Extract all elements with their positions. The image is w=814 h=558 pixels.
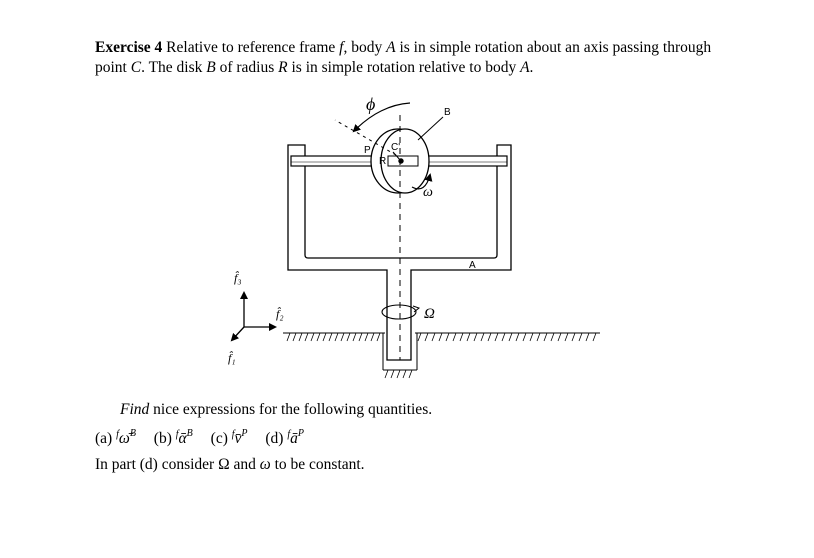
part-b [154,430,193,447]
find-lead: Find [120,401,150,418]
exercise-text: . The disk [141,59,207,76]
part-label: (c) [210,430,228,447]
p-label: P [364,145,371,156]
part-a [95,430,136,447]
c-label: C' [391,142,401,153]
exercise-text: Relative to reference frame [162,39,340,56]
frame-prefix: f [287,429,291,440]
part-label: (a) [95,430,113,447]
ground [283,333,600,378]
note-text: In part (d) consider [95,456,219,473]
find-text: nice expressions for the following quantities. [149,401,433,418]
body-symbol: A [520,59,530,76]
omega-big-symbol: Ω [218,456,230,473]
quantity-symbol: ā [290,430,298,447]
frame-prefix: f [116,429,119,440]
exercise-heading: Exercise 4 [95,39,163,56]
b-pointer-line [418,117,443,140]
part-d [265,430,304,447]
quantity-symbol: ᾱ [178,430,187,447]
b-label: B [444,107,451,118]
f1-label: f̂₁ [228,351,236,365]
f2-label: f̂₂ [276,307,284,321]
body-symbol: A [386,39,396,56]
f3-label: f̂₃ [234,271,242,285]
phi-label: ϕ [366,94,376,114]
omega-label: ω [423,185,433,200]
exercise-text: of radius [215,59,279,76]
reference-axes [232,293,275,340]
frame-prefix: f [231,429,235,440]
r-label: R [379,156,387,167]
exercise-text: , body [343,39,387,56]
constant-note [95,456,365,474]
part-label: (b) [153,430,172,447]
quantity-superscript: P [241,428,248,439]
exercise-text: is in simple rotation about an axis passing through point [95,39,712,76]
omega-big-label: Ω [424,306,435,322]
quantity-superscript: B [186,428,193,439]
quantity-superscript: B [129,428,136,439]
part-c [211,430,248,447]
a-label: A [469,260,476,271]
parts-list [95,428,318,448]
note-text: and [229,456,260,473]
note-text: to be constant. [270,456,365,473]
exercise-text: is in simple rotation relative to body [287,59,521,76]
frame-symbol: f [339,39,344,56]
omega-small-symbol: ω [259,456,271,473]
quantity-symbol: ω̄ [118,430,130,447]
point-symbol: C [130,59,142,76]
find-instruction [120,401,432,419]
quantity-symbol: v̄ [234,430,242,447]
disk-symbol: B [206,59,216,76]
exercise-text: . [529,59,534,76]
quantity-superscript: P [297,428,304,439]
frame-prefix: f [175,429,179,440]
radius-symbol: R [278,59,288,76]
part-label: (d) [265,430,284,447]
